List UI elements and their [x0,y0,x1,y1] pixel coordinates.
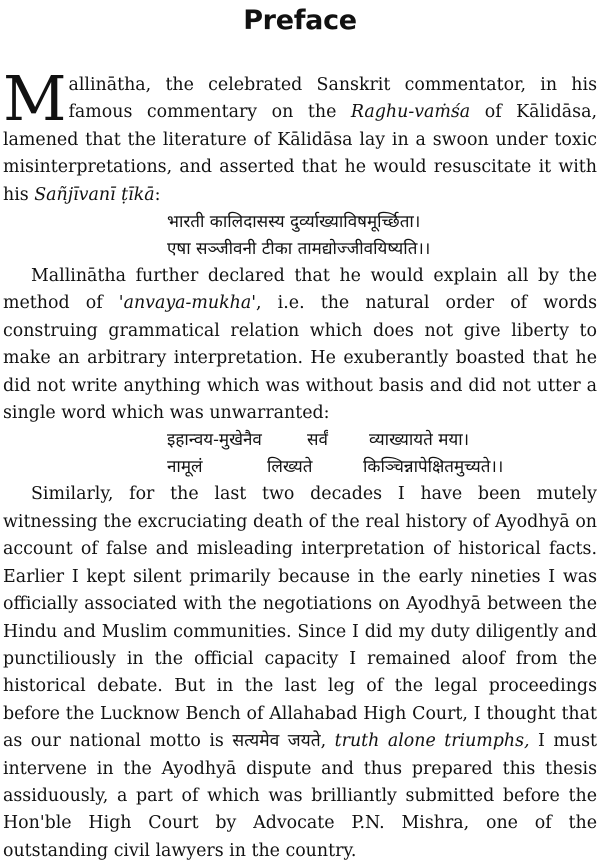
verse-2-word: व्याख्यायते मया। [369,430,470,451]
p3-rest: I must intervene in the Ayodhyā dispute and thus prepared this thesis assiduously, a part of which was brilliantly submitted before the Hon'ble High Court by Advocate P.N. Mishra, one of the outstanding civil lawyers in the country. [3,731,598,861]
verse-1-line-2: एषा सञ्जीवनी टीका तामद्योज्जीवयिष्यति।। [167,239,431,260]
verse-2-word: सर्वं [307,430,328,451]
p1-lead: allinātha, the celebrated Sanskrit commentator, in his famous commentary on the [68,75,597,123]
p3-comma: , [320,731,335,752]
verse-1-line-1: भारती कालिदासस्य दुर्व्याख्याविषमूर्च्छिता। [167,212,421,233]
drop-cap: M [3,62,67,135]
paragraph-2 [3,263,597,427]
p2-lead: Mallinātha further declared that he would explain all by the method of [3,266,597,314]
verse-2-word: किञ्चिन्नापेक्षितमुच्यते।। [363,457,504,478]
preface-page [3,0,597,865]
p2-term: 'anvaya-mukha' [118,293,256,314]
p1-end: : [154,184,161,205]
verse-2-word: इहान्वय-मुखेनैव [167,430,262,451]
p2-rest: , i.e. the natural order of words construing grammatical relation which does not give liberty to make an arbitrary interpretation. He exuberantly boasted that he did not write anything which was without basis and did not utter a single word which was unwarranted: [3,293,597,424]
p1-tika: Sañjīvanī ṭīkā [34,184,155,205]
verse-2-word: लिख्यते [267,457,313,478]
paragraph-3 [3,481,597,865]
p3-lead: Similarly, for the last two decades I have been mutely witnessing the excruciating death of the real history of Ayodhyā on account of false and misleading interpretation of historical facts. Earlier I kept silent primarily because in the early nineties I was officially associated with the negotiations on Ayodhyā between the Hindu and Muslim communities. Since I did my duty diligently and punctiliously in the official capacity I remained aloof from the historical debate. But in the last leg of the legal proceedings before the Lucknow Bench of Allahabad High Court, I thought that as our national motto is [3,484,597,752]
verse-2-word: नामूलं [167,457,203,478]
paragraph-1 [3,62,597,209]
verse-2-line-1 [3,427,597,454]
p3-motto: सत्यमेव जयते [232,731,321,752]
p3-motto-english: truth alone triumphs, [334,731,530,752]
verse-2-line-2 [3,454,597,481]
p1-work-title: Raghu-vaṁśa [350,102,471,123]
page-title: Preface [243,5,357,36]
p1-mid: of Kālidāsa, lamened that the literature of Kālidāsa lay in a swoon under toxic misinterpretations, and asserted that he would resuscitate it with his [3,102,597,205]
